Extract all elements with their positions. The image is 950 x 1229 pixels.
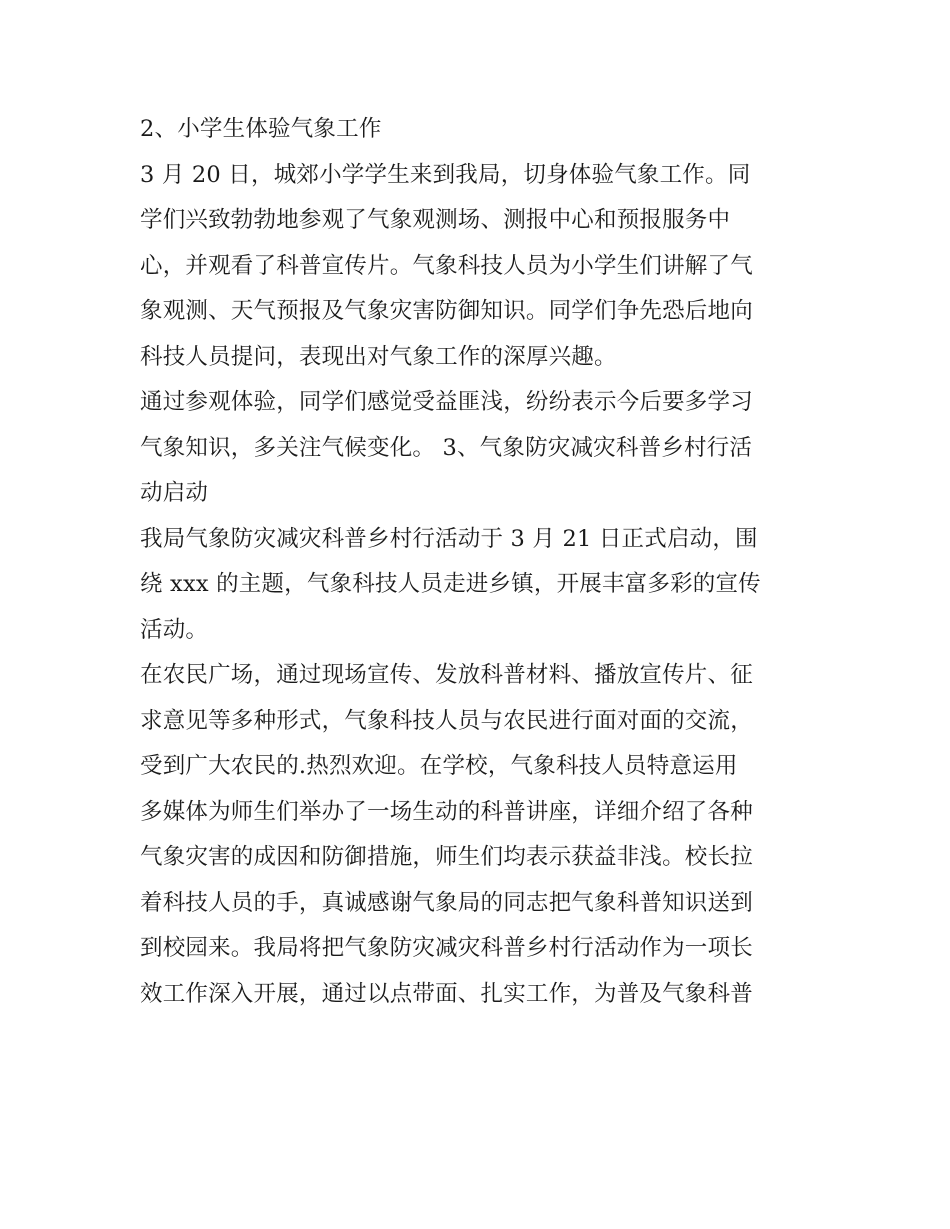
text-line: 2、小学生体验气象工作 <box>140 116 382 142</box>
text-line: 在农民广场，通过现场宣传、发放科普材料、播放宣传片、征 <box>140 662 753 688</box>
text-line: 通过参观体验，同学们感觉受益匪浅，纷纷表示今后要多学习 <box>140 389 753 415</box>
text-line: 着科技人员的手，真诚感谢气象局的同志把气象科普知识送到 <box>140 889 753 916</box>
text-line: 到校园来。我局将把气象防灾减灾科普乡村行活动作为一项长 <box>140 935 753 961</box>
paragraph-launch <box>140 517 820 654</box>
section-heading <box>140 107 820 153</box>
text-line: 动启动 <box>140 480 209 506</box>
text-line: 效工作深入开展，通过以点带面、扎实工作，为普及气象科普 <box>140 980 753 1007</box>
text-line: 科技人员提问，表现出对气象工作的深厚兴趣。 <box>140 343 617 370</box>
paragraph-visit-result <box>140 380 820 517</box>
text-line: 象观测、天气预报及气象灾害防御知识。同学们争先恐后地向 <box>140 298 753 324</box>
text-line: 3 月 20 日，城郊小学学生来到我局，切身体验气象工作。同 <box>140 161 751 188</box>
text-line: 受到广大农民的.热烈欢迎。在学校，气象科技人员特意运用 <box>140 753 738 779</box>
text-line: 求意见等多种形式，气象科技人员与农民进行面对面的交流， <box>140 707 753 734</box>
text-line: 多媒体为师生们举办了一场生动的科普讲座，详细介绍了各种 <box>140 798 753 825</box>
paragraph-square-and-school <box>140 653 820 1017</box>
paragraph-student-visit <box>140 153 820 381</box>
text-line: 我局气象防灾减灾科普乡村行活动于 3 月 21 日正式启动，围 <box>140 525 758 552</box>
text-line: 心，并观看了科普宣传片。气象科技人员为小学生们讲解了气 <box>140 252 753 279</box>
text-line: 气象知识，多关注气候变化。 3、气象防灾减灾科普乡村行活 <box>140 434 753 461</box>
text-line: 绕 xxx 的主题，气象科技人员走进乡镇，开展丰富多彩的宣传 <box>140 571 761 597</box>
text-line: 学们兴致勃勃地参观了气象观测场、测报中心和预报服务中 <box>140 207 731 233</box>
text-line: 气象灾害的成因和防御措施，师生们均表示获益非浅。校长拉 <box>140 844 753 870</box>
document-body <box>140 107 820 1017</box>
text-line: 活动。 <box>140 616 209 643</box>
